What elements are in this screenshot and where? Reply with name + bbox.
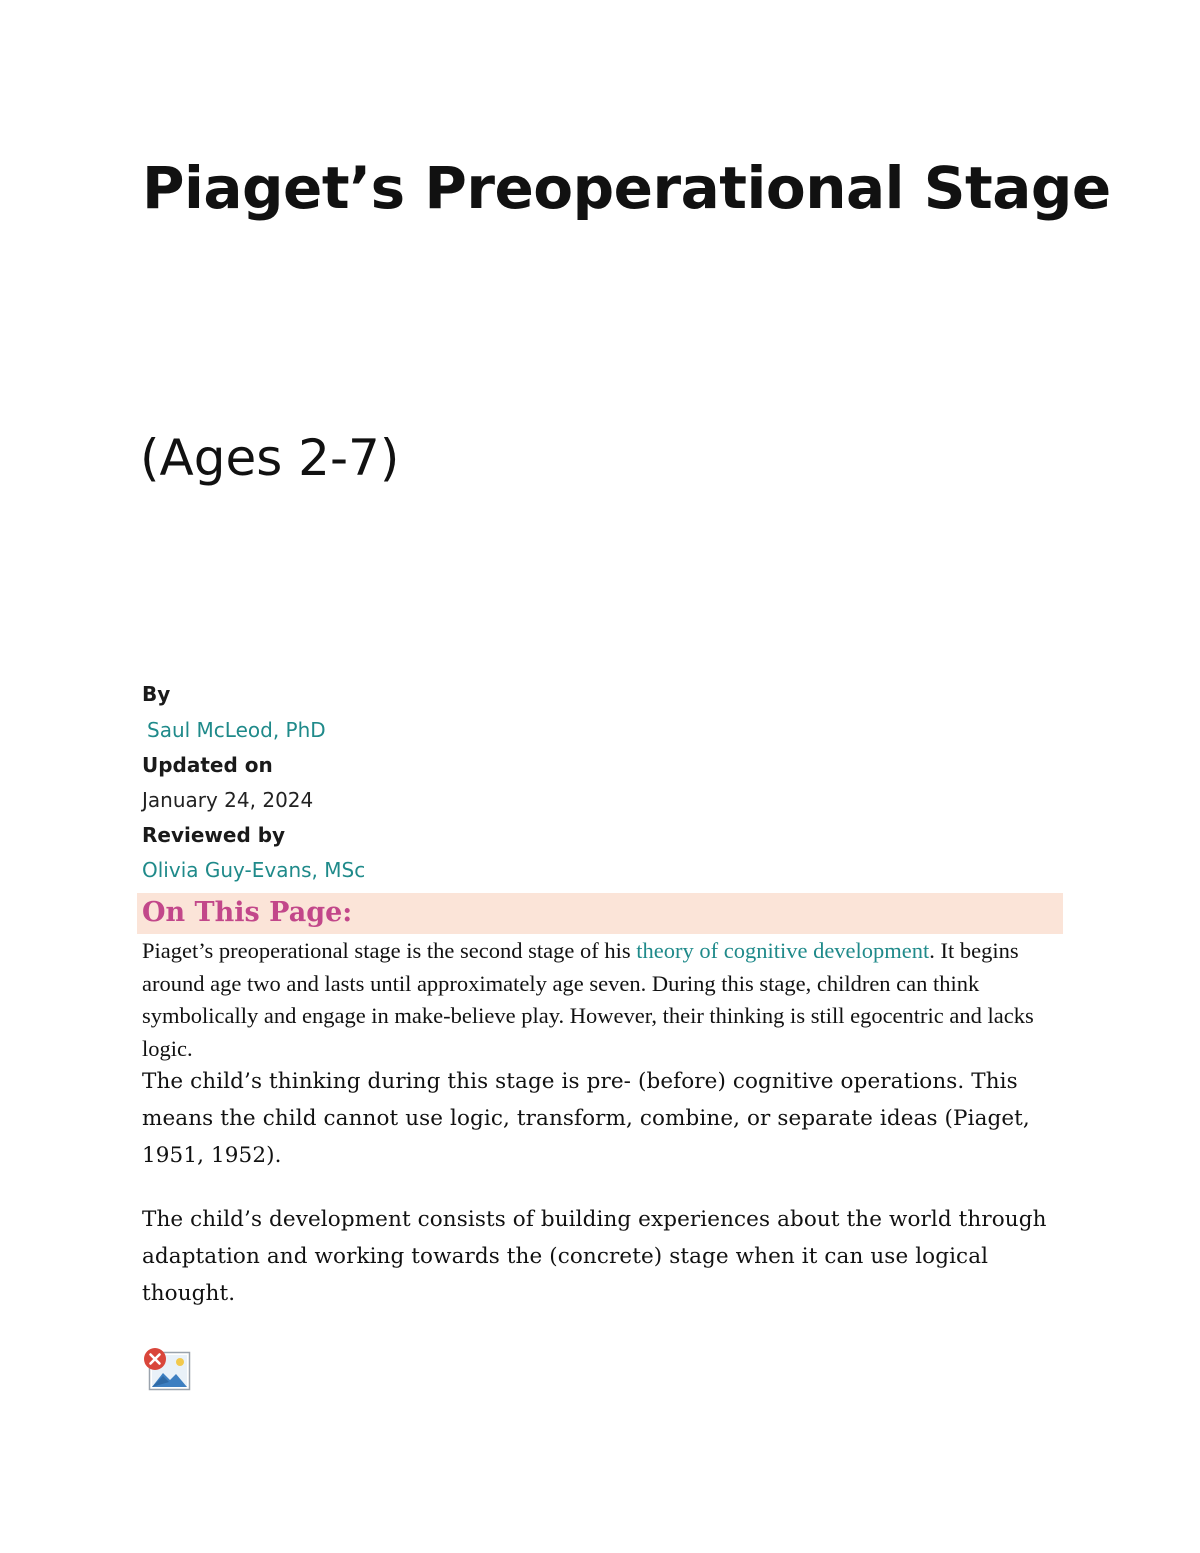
page-subtitle: (Ages 2-7) <box>140 429 400 487</box>
intro-text-before-link: Piaget’s preoperational stage is the second stage of his <box>142 938 637 963</box>
body-paragraph-2: The child’s development consists of building experiences about the world through adaptation and working towards the (concrete) stage when it can use logical thought. <box>142 1207 1047 1306</box>
broken-image-icon <box>143 1347 191 1391</box>
updated-label: Updated on <box>142 753 273 777</box>
toc-label: On This Page: <box>142 897 353 928</box>
cognitive-development-link[interactable]: theory of cognitive development <box>636 938 930 963</box>
intro-text-after-link: . It begins around age two and lasts until approximately age seven. During this stage, children can think symbolically and engage in make-believe play. However, their thinking is still egocentric and lacks logic. <box>142 938 1034 1061</box>
table-of-contents-bar[interactable] <box>137 893 1063 934</box>
page-title: Piaget’s Preoperational Stage <box>142 154 1111 222</box>
by-label: By <box>142 682 171 706</box>
author-link[interactable]: Saul McLeod, PhD <box>147 718 326 742</box>
intro-paragraph <box>142 935 1072 1065</box>
reviewer-link[interactable]: Olivia Guy-Evans, MSc <box>142 858 366 882</box>
reviewed-label: Reviewed by <box>142 823 286 847</box>
updated-date: January 24, 2024 <box>142 788 314 812</box>
body-paragraph-1: The child’s thinking during this stage is pre- (before) cognitive operations. This means the child cannot use logic, transform, combine, or separate ideas (Piaget, 1951, 1952). <box>142 1069 1030 1168</box>
